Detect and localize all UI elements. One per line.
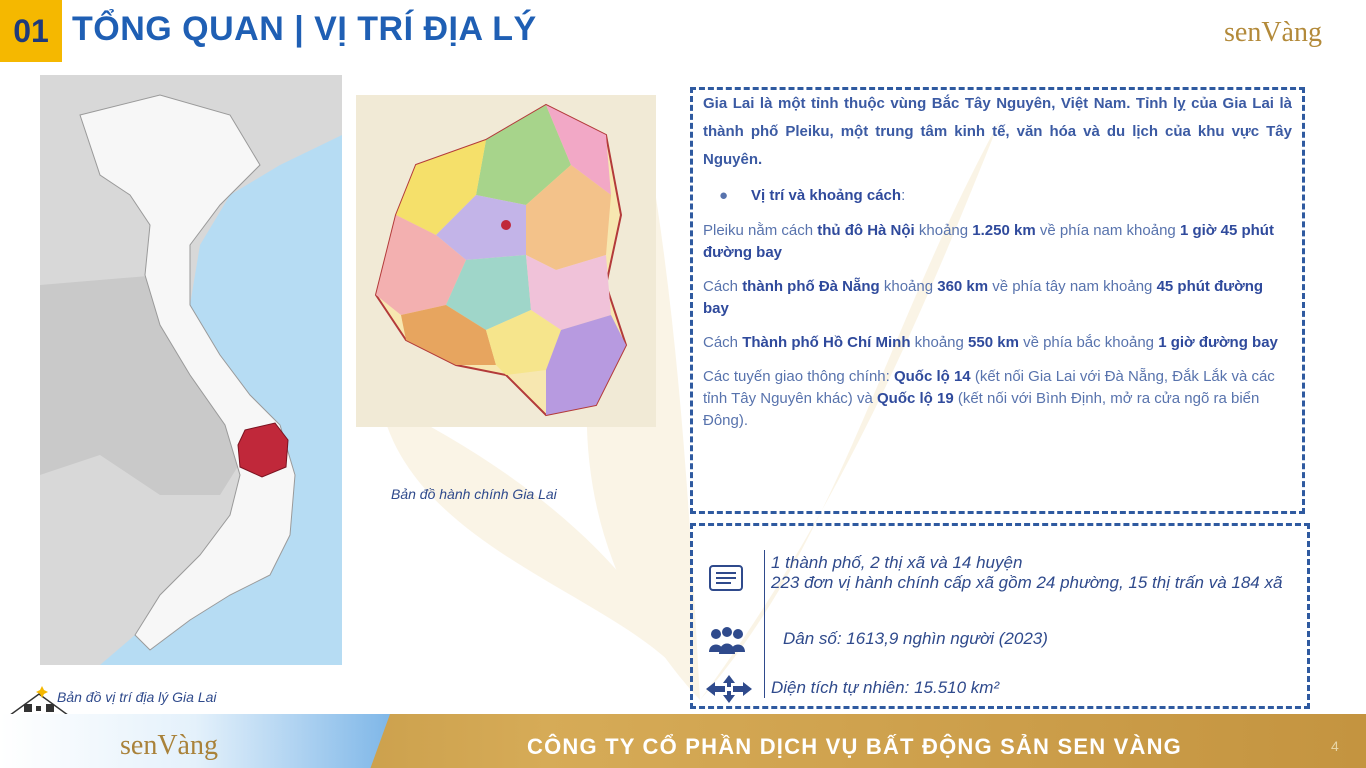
page-title: TỔNG QUAN | VỊ TRÍ ĐỊA LÝ <box>72 10 537 48</box>
document-icon <box>707 564 745 594</box>
admin-units: 1 thành phố, 2 thị xã và 14 huyện 223 đơn vị hành chính cấp xã gồm 24 phường, 15 thị trấn và 184 xã <box>771 553 1283 592</box>
brand-logo-text: senVàng <box>1224 17 1322 48</box>
brand-logo <box>1224 8 1354 52</box>
people-icon <box>707 626 747 658</box>
distance-danang: Cách thành phố Đà Nẵng khoảng 360 km về phía tây nam khoảng 45 phút đường bay <box>703 278 1264 317</box>
distance-hcmc: Cách Thành phố Hồ Chí Minh khoảng 550 km về phía bắc khoảng 1 giờ đường bay <box>703 334 1278 351</box>
stats-divider <box>764 550 765 698</box>
left-map-caption: Bản đồ vị trí địa lý Gia Lai <box>57 689 217 705</box>
overview-info-box <box>690 87 1305 514</box>
move-arrows-icon <box>705 674 753 704</box>
bullet-dot-icon: ● <box>719 187 729 204</box>
area: Diện tích tự nhiên: 15.510 km² <box>771 678 1000 697</box>
footer-brand-logo <box>120 724 260 764</box>
main-routes: Các tuyến giao thông chính: Quốc lộ 14 (kết nối Gia Lai với Đà Nẵng, Đắk Lắk và các tỉnh Tây Nguyên khác) và Quốc lộ 19 (kết nối với Bình Định, mở ra cửa ngõ ra biển Đông). <box>703 368 1275 429</box>
bullet-label: Vị trí và khoảng cách <box>751 187 902 204</box>
gia-lai-highlight <box>238 423 288 477</box>
page-number: 4 <box>1331 738 1339 754</box>
section-number: 01 <box>0 0 62 62</box>
right-map-caption: Bản đồ hành chính Gia Lai <box>391 486 557 502</box>
intro-text: Gia Lai là một tỉnh thuộc vùng Bắc Tây Nguyên, Việt Nam. Tỉnh lỵ của Gia Lai là thành phố Pleiku, một trung tâm kinh tế, văn hóa và du lịch của khu vực Tây Nguyên. <box>703 95 1292 168</box>
bullet-location: ● Vị trí và khoảng cách: <box>703 184 1292 208</box>
footer-brand-logo-text: senVàng <box>120 730 218 761</box>
population: Dân số: 1613,9 nghìn người (2023) <box>783 629 1048 648</box>
footer-bar <box>0 714 1366 768</box>
stats-box <box>690 523 1310 709</box>
distance-hanoi: Pleiku nằm cách thủ đô Hà Nội khoảng 1.250 km về phía nam khoảng 1 giờ 45 phút đường bay <box>703 222 1274 261</box>
company-name: CÔNG TY CỔ PHẦN DỊCH VỤ BẤT ĐỘNG SẢN SEN VÀNG <box>527 734 1182 759</box>
vietnam-location-map <box>40 75 342 665</box>
gia-lai-admin-map <box>356 95 656 427</box>
